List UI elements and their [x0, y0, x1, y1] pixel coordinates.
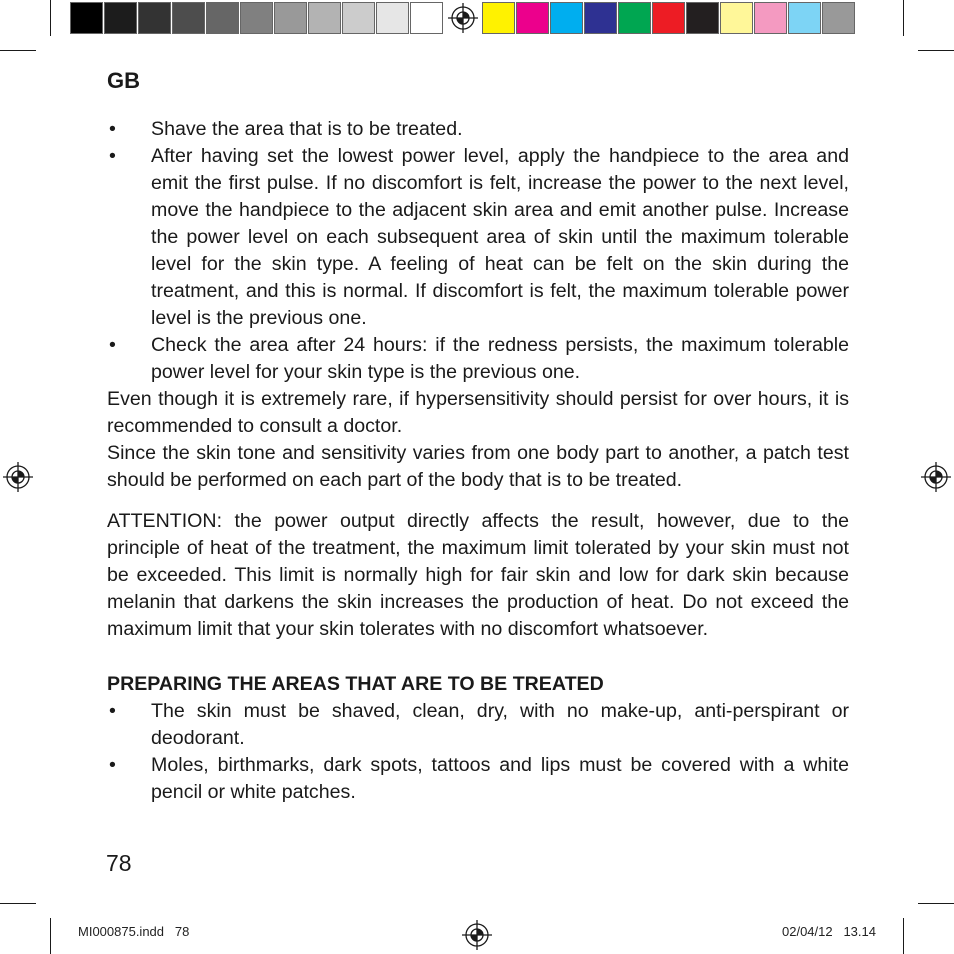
crop-mark — [918, 903, 954, 904]
color-swatch — [550, 2, 583, 34]
color-calibration-bar — [70, 2, 856, 36]
color-swatch — [584, 2, 617, 34]
registration-mark-icon — [448, 3, 478, 33]
list-item — [107, 332, 849, 386]
color-swatch — [172, 2, 205, 34]
bullet: • — [109, 754, 116, 776]
crop-mark — [50, 0, 51, 36]
paragraph: Even though it is extremely rare, if hypersensitivity should persist for over hours, it is recommended to consult a doctor. — [107, 388, 849, 437]
color-swatch — [482, 2, 515, 34]
list-item-text: Shave the area that is to be treated. — [151, 118, 463, 140]
footer-date: 02/04/12 13.14 — [782, 924, 876, 939]
registration-mark-icon — [3, 462, 33, 492]
registration-mark-icon — [462, 920, 492, 950]
list-item — [107, 143, 849, 332]
crop-mark — [0, 50, 36, 51]
list-item-text: Check the area after 24 hours: if the redness persists, the maximum tolerable power level for your skin type is the previous one. — [151, 334, 849, 383]
bullet: • — [109, 334, 116, 356]
color-swatch — [754, 2, 787, 34]
page-content — [107, 66, 849, 806]
color-swatch — [686, 2, 719, 34]
color-swatch — [788, 2, 821, 34]
color-swatch — [822, 2, 855, 34]
color-swatch — [342, 2, 375, 34]
color-swatch — [138, 2, 171, 34]
crop-mark — [918, 50, 954, 51]
crop-mark — [903, 918, 904, 954]
language-label: GB — [107, 68, 140, 93]
color-swatch — [516, 2, 549, 34]
section-heading: PREPARING THE AREAS THAT ARE TO BE TREATED — [107, 673, 604, 695]
color-swatch — [240, 2, 273, 34]
list-item-text: The skin must be shaved, clean, dry, with no make-up, anti-perspirant or deodorant. — [151, 700, 849, 749]
attention-paragraph: ATTENTION: the power output directly affects the result, however, due to the principle of heat of the treatment, the maximum limit tolerated by your skin must not be exceeded. This limit is normally high for fair skin and low for dark skin because melanin that darkens the skin increases the production of heat. Do not exceed the maximum limit that your skin tolerates with no discomfort whatsoever. — [107, 510, 849, 640]
bullet: • — [109, 118, 116, 140]
color-swatch — [652, 2, 685, 34]
crop-mark — [0, 903, 36, 904]
color-swatch — [376, 2, 409, 34]
list-item — [107, 698, 849, 752]
bullet: • — [109, 145, 116, 167]
bullet: • — [109, 700, 116, 722]
color-swatch — [104, 2, 137, 34]
color-swatch — [206, 2, 239, 34]
color-swatch — [720, 2, 753, 34]
color-swatch — [618, 2, 651, 34]
page-number: 78 — [106, 850, 132, 876]
crop-mark — [903, 0, 904, 36]
color-swatch — [274, 2, 307, 34]
list-item — [107, 752, 849, 806]
registration-mark-icon — [921, 462, 951, 492]
paragraph: Since the skin tone and sensitivity varies from one body part to another, a patch test should be performed on each part of the body that is to be treated. — [107, 442, 849, 491]
crop-mark — [50, 918, 51, 954]
color-swatch — [70, 2, 103, 34]
list-item-text: After having set the lowest power level, apply the handpiece to the area and emit the first pulse. If no discomfort is felt, increase the power to the next level, move the handpiece to the adjacent skin area and emit another pulse. Increase the power level on each subsequent area of skin until the maximum tolerable level for the skin type. A feeling of heat can be felt on the skin during the treatment, and this is normal. If discomfort is felt, the maximum tolerable power level is the previous one. — [151, 145, 849, 329]
footer-file-info: MI000875.indd 78 — [78, 924, 190, 939]
list-item — [107, 116, 849, 143]
color-swatch — [308, 2, 341, 34]
color-swatch — [410, 2, 443, 34]
list-item-text: Moles, birthmarks, dark spots, tattoos and lips must be covered with a white pencil or white patches. — [151, 754, 849, 803]
